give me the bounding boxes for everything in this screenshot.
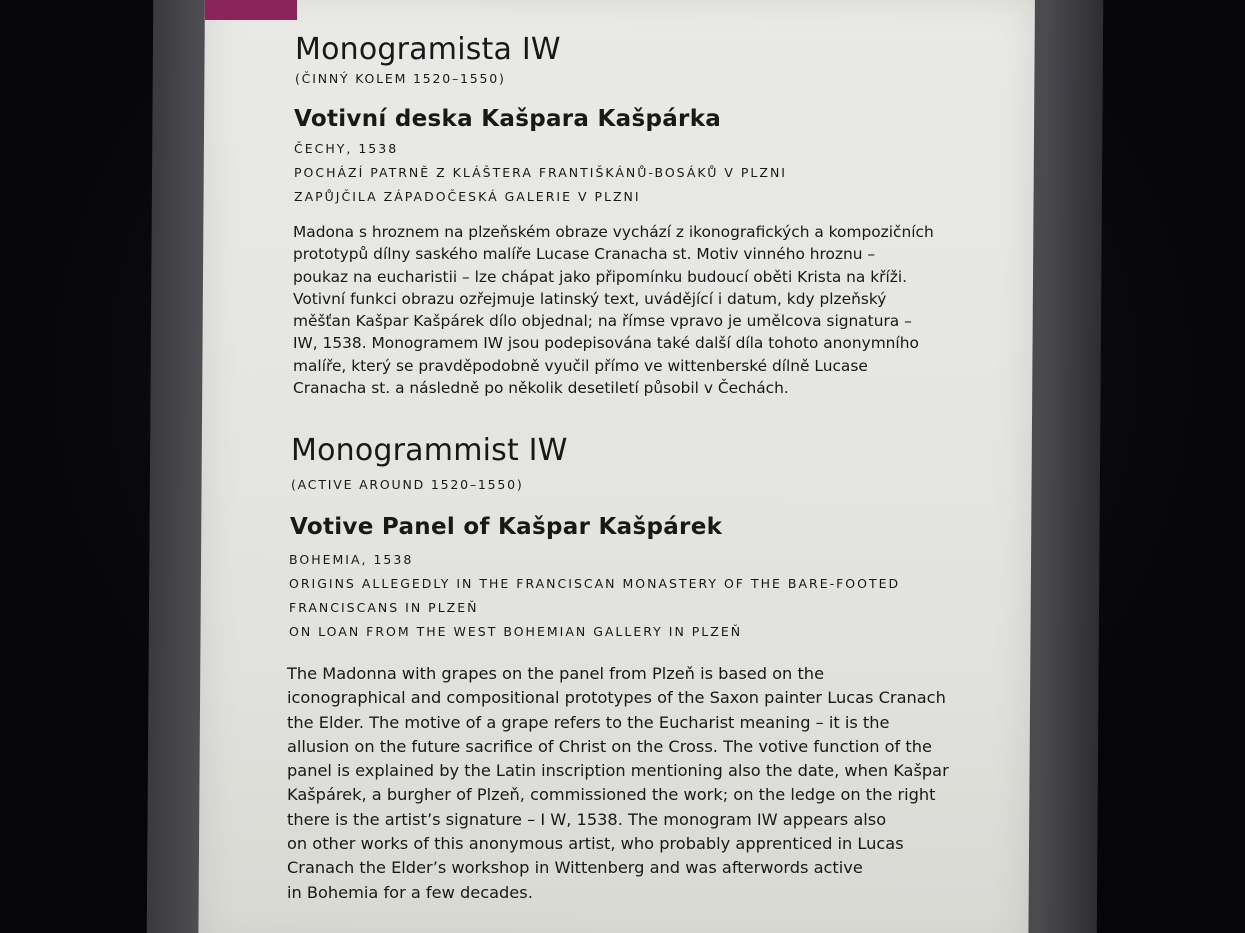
meta-line: BOHEMIA, 1538 xyxy=(289,552,414,567)
meta-line: ZAPŮJČILA ZÁPADOČESKÁ GALERIE V PLZNI xyxy=(294,189,641,204)
description-english xyxy=(287,662,949,905)
description-line: iconographical and compositional prototypes of the Saxon painter Lucas Cranach xyxy=(287,688,946,708)
accent-bar xyxy=(205,0,297,20)
active-dates-english: (ACTIVE AROUND 1520–1550) xyxy=(291,477,524,492)
description-line: allusion on the future sacrifice of Christ on the Cross. The votive function of the xyxy=(287,736,932,756)
meta-line: FRANCISCANS IN PLZEŇ xyxy=(289,600,479,615)
description-line: Votivní funkci obrazu ozřejmuje latinský text, uvádějící i datum, kdy plzeňský xyxy=(293,289,887,308)
description-line: malíře, který se pravděpodobně vyučil přímo ve wittenberské dílně Lucase xyxy=(293,356,868,375)
meta-line: ON LOAN FROM THE WEST BOHEMIAN GALLERY IN PLZEŇ xyxy=(289,624,743,639)
artist-name-czech: Monogramista IW xyxy=(295,32,561,67)
description-line: Cranach the Elder’s workshop in Wittenberg and was afterwords active xyxy=(287,858,863,878)
description-line: in Bohemia for a few decades. xyxy=(287,882,533,902)
description-line: poukaz na eucharistii – lze chápat jako připomínku budoucí oběti Krista na kříži. xyxy=(293,267,908,286)
description-line: The Madonna with grapes on the panel from Plzeň is based on the xyxy=(287,664,825,683)
description-line: prototypů dílny saského malíře Lucase Cranacha st. Motiv vinného hroznu – xyxy=(293,245,876,264)
description-line: měšťan Kašpar Kašpárek dílo objednal; na římse vpravo je umělcova signatura – xyxy=(293,312,912,331)
meta-line: ORIGINS ALLEGEDLY IN THE FRANCISCAN MONASTERY OF THE BARE-FOOTED xyxy=(289,576,901,591)
active-dates-czech: (ČINNÝ KOLEM 1520–1550) xyxy=(295,71,506,86)
description-line: Kašpárek, a burgher of Plzeň, commissioned the work; on the ledge on the right xyxy=(287,785,936,805)
description-line: Madona s hroznem na plzeňském obraze vychází z ikonografických a kompozičních xyxy=(293,223,934,241)
description-line: there is the artist’s signature – I W, 1538. The monogram IW appears also xyxy=(287,809,887,829)
meta-line: ČECHY, 1538 xyxy=(294,141,399,156)
work-title-english: Votive Panel of Kašpar Kašpárek xyxy=(290,514,723,540)
work-title-czech: Votivní deska Kašpara Kašpárka xyxy=(294,106,722,132)
description-line: IW, 1538. Monogramem IW jsou podepisována také další díla tohoto anonymního xyxy=(293,334,919,353)
description-line: the Elder. The motive of a grape refers to the Eucharist meaning – it is the xyxy=(287,712,890,732)
description-czech xyxy=(293,221,934,399)
description-line: panel is explained by the Latin inscription mentioning also the date, when Kašpar xyxy=(287,761,949,781)
meta-czech xyxy=(294,137,787,209)
description-line: on other works of this anonymous artist, who probably apprenticed in Lucas xyxy=(287,834,904,854)
artist-name-english: Monogrammist IW xyxy=(291,433,568,468)
description-line: Cranacha st. a následně po několik desetiletí působil v Čechách. xyxy=(293,379,789,398)
meta-english xyxy=(289,548,900,644)
meta-line: POCHÁZÍ PATRNĚ Z KLÁŠTERA FRANTIŠKÁNŮ-BOSÁKŮ V PLZNI xyxy=(294,165,787,180)
